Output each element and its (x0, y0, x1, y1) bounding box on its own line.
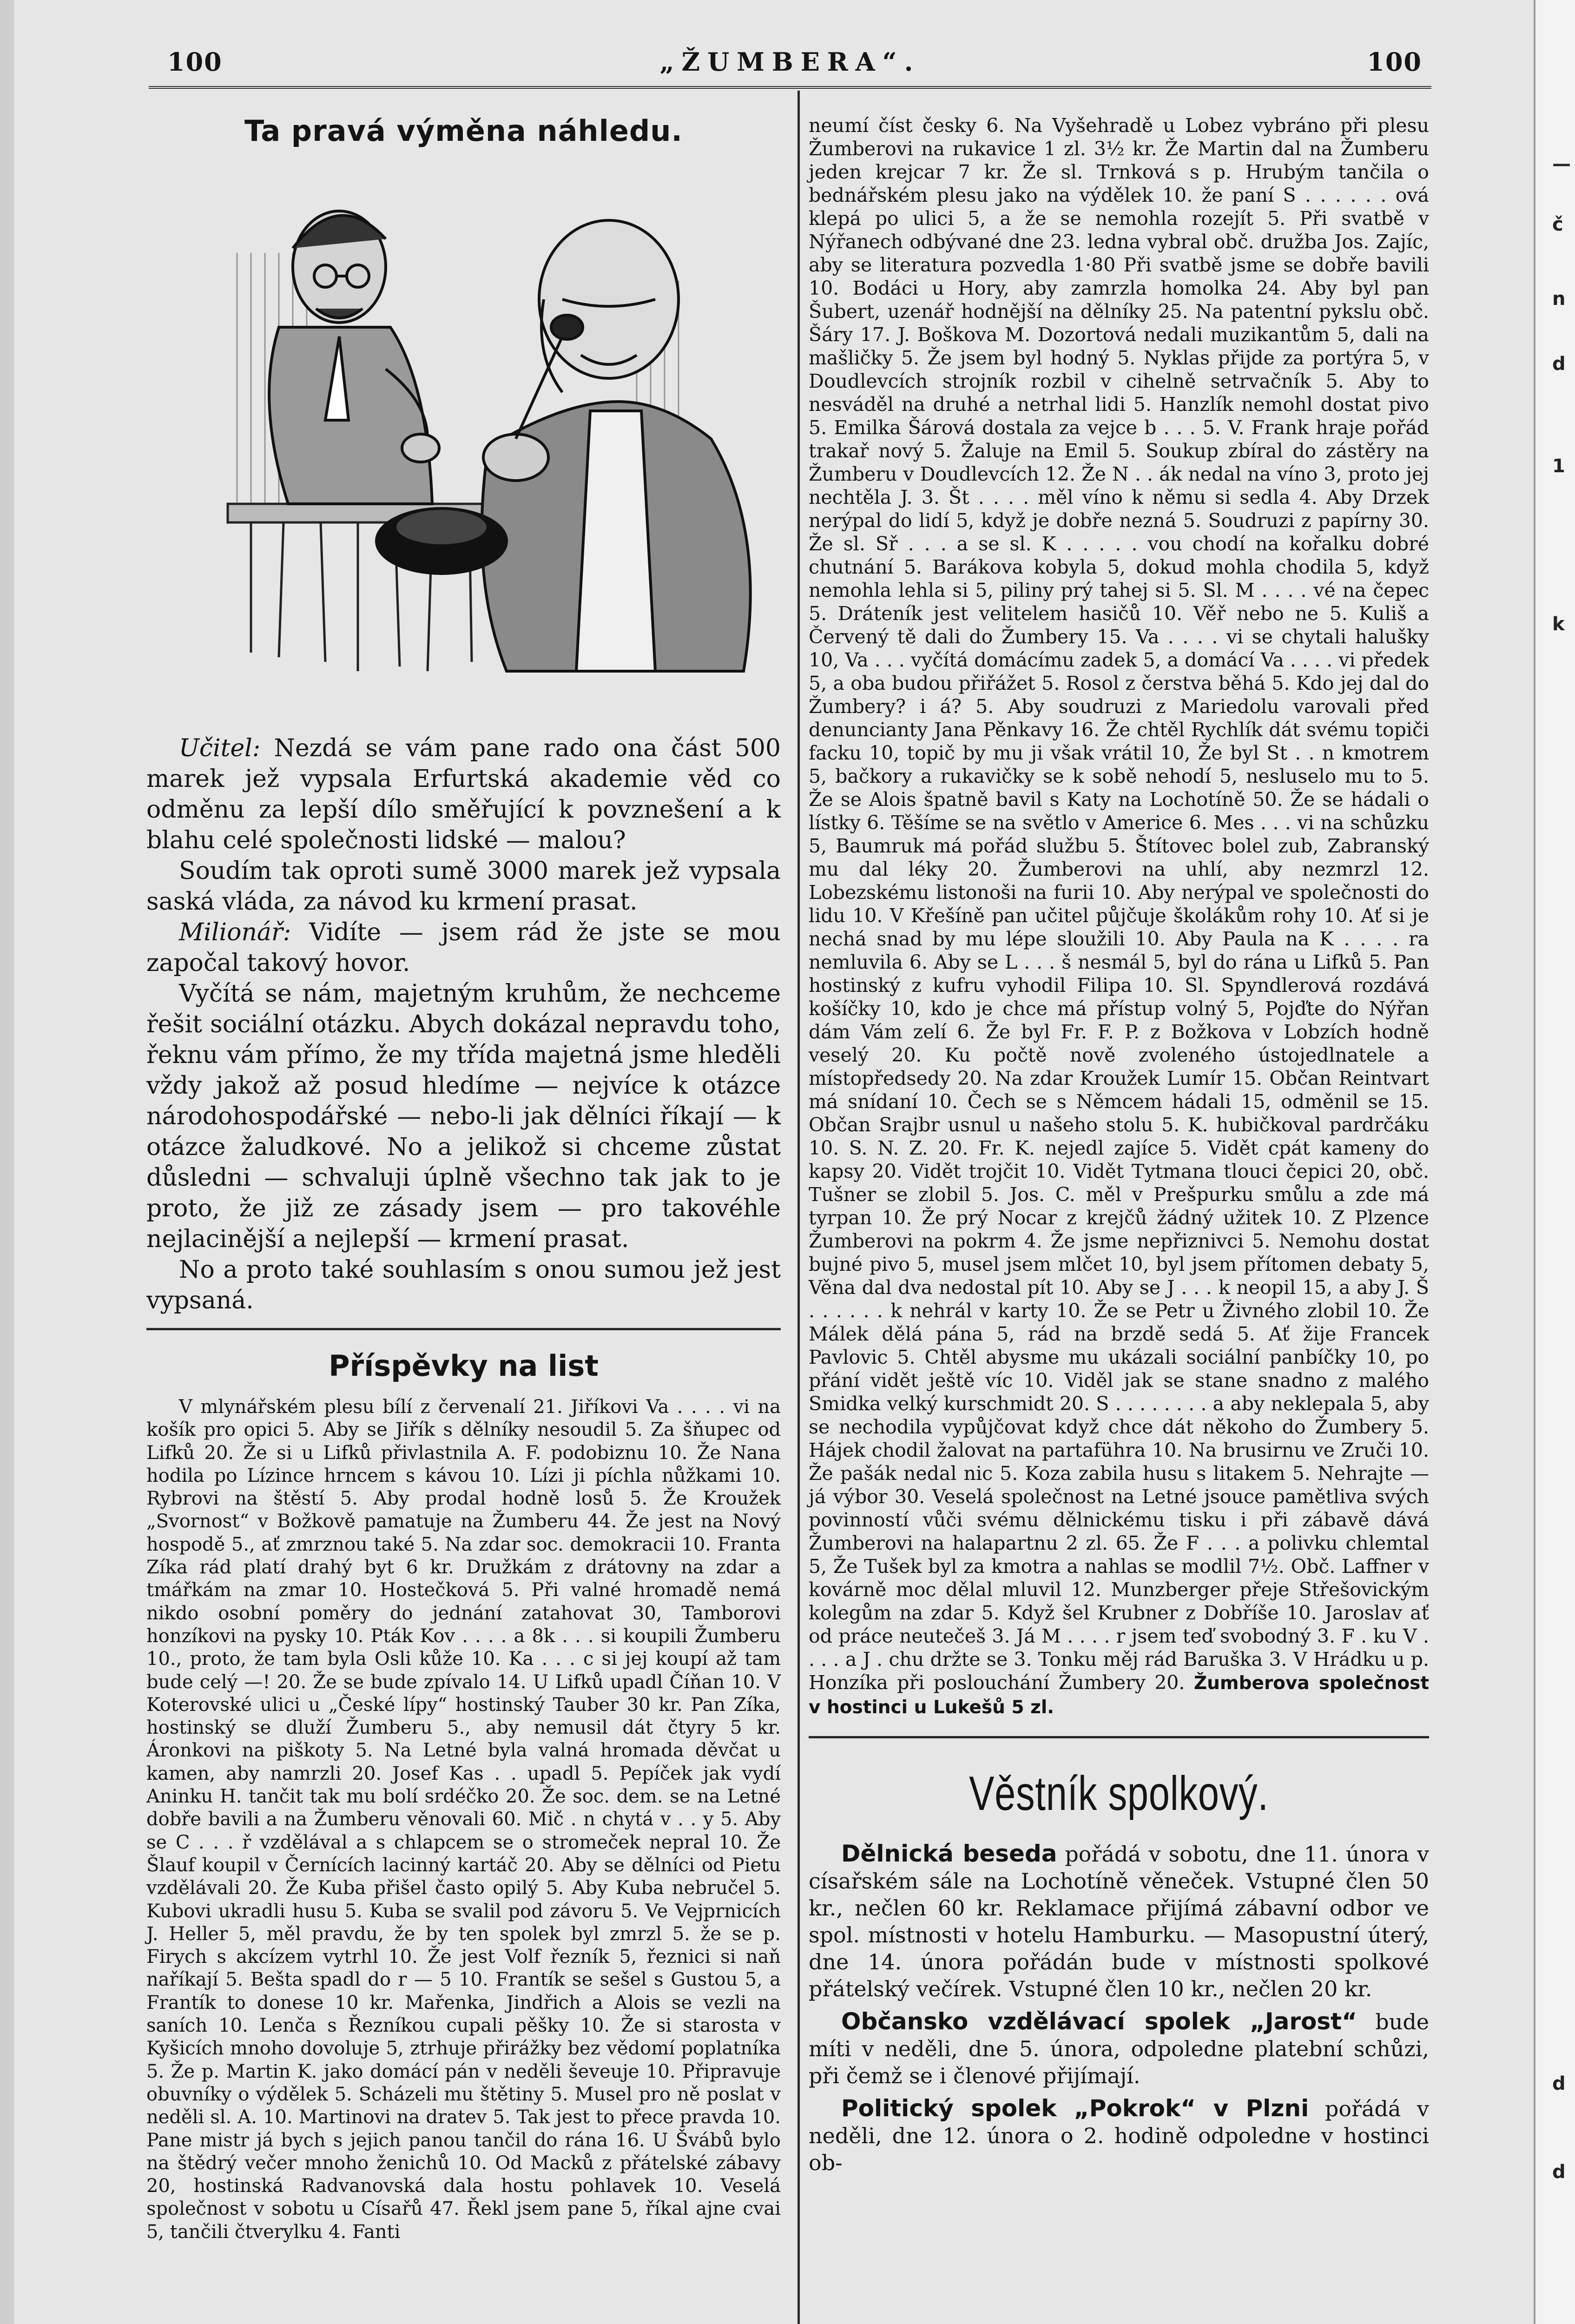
dialogue-paragraph (146, 917, 781, 978)
edge-glyph: n (1552, 288, 1566, 310)
dialogue-text: Nezdá se vám pane rado ona část 500 marek jež vypsala Erfurtská akademie věd co odměnu za lepší dílo směřující k povznešení a k blahu celé společnosti lidské — malou? (146, 734, 781, 854)
edge-glyph: d (1552, 2073, 1566, 2094)
dialogue-paragraph (146, 978, 781, 1254)
contributions-text-left: V mlynářském plesu bílí z červenalí 21. Jiříkovi Va . . . . vi na košík pro opici 5. Aby se Jiřík s dělníky nesoudil 5. Za šňupec od Lifků 20. Že si u Lifků přivlastnila A. F. podobiznu 10. Že Nana hodila po Lízince hrncem s kávou 10. Lízi ji píchla nůžkami 10. Rybrovi na štěstí 5. Aby prodal hodně losů 5. Že Kroužek „Svornost“ v Božkově pamatuje na Žumberu 44. Že jest na Nový hospodě 5., ať zmrznou také 5. Na zdar soc. demokracii 10. Franta Zíka rád platí drahý byt 6 kr. Družkám z drátovny na zdar a tmářkám na zmar 10. Hostečková 5. Při valné hromadě nemá nikdo osobní poměry do jednání zatahovat 30, Tamborovi honzíkovi na pysky 10. Pták Kov . . . . a 8k . . . si koupili Žumberu 10., proto, že tam byla Osli kůže 10. Ka . . . c si jej koupí až tam bude celý —! 20. Že se bude zpívalo 14. U Lifků upadl Číňan 10. V Koterovské ulici u „České lípy“ hostinský Tauber 30 kr. Pan Zíka, hostinský se dluží Žumberu 5., aby nemusil dát čtyry 5 kr. Áronkovi na piškoty 5. Na Letné byla valná hromada děvčat u kamen, aby namrzli 20. Josef Kas . . upadl 5. Pepíček jak vydí Aninku H. tančit tak mu bolí srdéčko 20. Že soc. dem. se na Letné dobře bavili a na Žumberu věnovali 60. Mič . n chytá v . . y 5. Aby se C . . . ř vzdělával a s chlapcem se o stromeček nepral 10. Že Šlauf koupil v Černících lacinný kartáč 20. Aby se dělníci od Pietu vzdělávali 20. Že Kuba přišel často opilý 5. Aby Kuba nebručel 5. Kubovi ukradli husu 5. Kuba se svalil pod závoru 5. Ve Vejprnicích J. Heller 5, měl pravdu, že by ten spolek byl zmrzl 5. že se p. Firych s akcízem vytrhl 10. Že jest Volf řezník 5, řeznici si naň naříkají 5. Bešta spadl do r — 5 10. Frantík se sešel s Gustou 5, a Frantík to donese 10 kr. Mařenka, Jindřich a Alois se vezli na saních 10. Lenča s Řezníkou cupali pěšky 10. Že si starosta v Kyšicích mnoho dovoluje 5, ztrhuje přirážky bez vědomí poplatníka 5. Že p. Martin K. jako domácí pán v neděli ševeuje 10. Připravuje obuvníky o výdělek 5. Scházeli mu štětiny 5. Musel pro ně poslat v neděli sl. A. 10. Martinovi na dratev 5. Tak jest to přece pravda 10. Pane mistr já bych s jejich panou tančil do rána 16. U Švábů bylo na štědrý večer mnoho ženichů 10. Od Macků z přátelské zábavy 20, hostinská Radvanovská dala hostu pohlavek 10. Veselá společnost v sobotu u Císařů 47. Řekl jsem pane 5, říkal ajne cvai 5, tančili čtverylku 4. Fanti (146, 1396, 781, 2243)
page-number-left: 100 (167, 47, 223, 77)
edge-glyph: — (1552, 153, 1571, 175)
left-column (146, 114, 781, 2244)
section-rule (809, 1736, 1429, 1738)
edge-glyph: k (1552, 614, 1565, 635)
edge-glyph: d (1552, 2161, 1566, 2183)
section-title-vestnik: Věstník spolkový. (969, 1767, 1269, 1821)
speaker-label: Učitel: (179, 734, 261, 762)
right-column (809, 114, 1429, 2182)
column-divider (797, 91, 800, 2324)
club-text: pořádá v neděli, dne 12. února o 2. hodině odpoledne v hostinci ob- (809, 2096, 1429, 2175)
page-header (149, 44, 1431, 89)
edge-glyph: d (1552, 353, 1566, 375)
club-text: pořádá v sobotu, dne 11. února v císařském sále na Lochotíně věneček. Vstupné člen 50 kr., nečlen 60 kr. Reklamace přijímá zábavní odbor ve spol. místnosti v hotelu Hamburku. — Masopustní úterý, dne 14. února pořádán bude v místnosti spolkové přátelský večírek. Vstupné člen 10 kr., nečlen 20 kr. (809, 1842, 1429, 2001)
edge-glyph: 1 (1552, 456, 1565, 477)
page-number-right: 100 (1367, 47, 1422, 77)
dialogue-text: Vidíte — jsem rád že jste se mou započal takový hovor. (146, 918, 781, 977)
contributions-bold-tail: Žumberova společnost v hostinci u Lukešů 5 zl. (809, 1673, 1429, 1718)
section-rule (146, 1328, 781, 1330)
contributions-text-right (809, 114, 1429, 1719)
club-text: bude míti v neděli, dne 5. února, odpoledne platební schůzi, při čemž se i členové přijímají. (809, 2009, 1429, 2088)
adjacent-page-edge (1534, 0, 1575, 2324)
cartoon-title: Ta pravá výměna náhledu. (244, 114, 683, 148)
scan-left-margin (0, 0, 14, 2324)
club-notice (809, 2095, 1429, 2176)
contributions-continued: neumí číst česky 6. Na Vyšehradě u Lobez vybráno při plesu Žumberovi na rukavice 1 zl. 3½ kr. Že Martin dal na Žumberu jeden krejcar 7 kr. Že sl. Trnková s p. Hrubým tančila o bednářském plesu jako na výdělek 10. že paní S . . . . . . ová klepá po ulici 5, a že se nemohla rozejít 5. Při svatbě v Nýřanech odbývané dne 23. ledna vybral obč. družba Jos. Zajíc, aby se literatura pozvedla 1·80 Při svatbě jsme se dobře bavili 10. Bodáci u Hory, aby zamrzla homolka 24. Aby byl pan Šubert, uzenář hodnější na dělníky 25. Na patentní pykslu obč. Šáry 17. J. Boškova M. Dozortová nedali muzikantům 5, dali na mašličky 5. Že jsem byl hodný 5. Nyklas přijde za portýra 5, v Doudlevcích strojník rozbil v cihelně setrvačník 5. Aby to nesváděl na druhé a netrhal lidi 5. Hanzlík nemohl dostat pivo 5. Emilka Šárová dostala za vejce b . . . 5. V. Frank hraje pořád trakař nový 5. Žaluje na Emil 5. Soukup zbíral do zástěry na Žumberu v Doudlevcích 12. Že N . . ák nedal na víno 3, proto jej nechtěla J. 3. Št . . . . měl víno k němu si sedla 4. Aby Drzek nerýpal do lidí 5, když je dobře nezná 5. Soudruzi z papírny 30. Že sl. Sř . . . a se sl. K . . . . . vou chodí na kořalku dobré chutnání 5. Barákova kobyla 5, dokud mohla chodila 5, když nemohla lehla si 5, piliny prý tahej si 5. Sl. M . . . . vé na čepec 5. Dráteník jest velitelem hasičů 10. Věř nebo ne 5. Kuliš a Červený tě dali do Žumbery 15. Va . . . . vi se chytali halušky 10, Va . . . vyčítá domácímu zadek 5, a domácí Va . . . . vi předek 5, a oba budou přiřážet 5. Rosol z čerstva běhá 5. Kdo jej dal do Žumbery? i á? 5. Aby soudruzi z Mariedolu varovali před denuncianty Jana Pěnkavy 16. Že chtěl Rychlík dát svému topiči facku 10, topič by mu ji však vrátil 10, Že byl St . . n kmotrem 5, bačkory a rukavičky se k sobě nehodí 5, nesluselo mu to 5. Že se Alois špatně bavil s Katy na Lochotíně 50. Že se hádali o lístky 6. Těšíme se na světlo v Americe 6. Mes . . . vi na schůzku 5, Baumruk má pořád službu 5. Štítovec bolel zub, Zabranský mu dal léky 20. Žumberovi na uhlí, aby nezmrzl 12. Lobezskému listonoši na furii 10. Aby nerýpal ve společnosti do lidu 10. V Křešíně pan učitel půjčuje školákům rohy 10. Ať si je nechá snad by mu lépe sloužili 10. Aby Paula na K . . . . ra nemluvila 6. Aby se L . . . š nesmál 5, byl do rána u Lifků 5. Pan hostinský z kufru vyhodil Filipa 10. Sl. Spyndlerová rozdává košíčky 10, kdo je chce má přístup volný 5, Pojďte do Nýřan dám Vám zelí 6. Že byl Fr. F. P. z Božkova v Lobzích hodně veselý 20. Ku počtě nově zvoleného ústojedlnatele a místopředsedy 20. Na zdar Kroužek Lumír 15. Občan Reintvart má snídaní 10. Čech se s Němcem hádali 15, odměnil se 15. Občan Srajbr usnul u našeho stolu 5. K. hubičkoval pardrčáku 10. S. N. Z. 20. Fr. K. nejedl zajíce 5. Vidět cpát kameny do kapsy 20. Vidět trojčit 10. Vidět Tytmana tlouci čepici 20, obč. Tušner se zlobil 5. Jos. C. měl v Prešpurku smůlu a zde má tyrpan 10. Že prý Nocar z krejčů žádný užitek 10. Z Plzence Žumberovi na pokrm 4. Že jsme nepřiznivci 5. Nemohu dostat bujné pivo 5, musel jsem mlčet 10, byl jsem přítomen debaty 5, Věna dal dva nedostal pít 10. Aby se J . . . k neopil 15, a aby J. Š . . . . . . k nehrál v karty 10. Že se Petr u Živného zlobil 10. Že Málek dělá pána 5, rád na brzdě sedá 5. Ať žije Francek Pavlovic 5. Chtěl abysme mu ukázali sociální panbíčky 10, po přání vidět ještě víc 10. Viděl jak se stane snadno z malého Smidka velký kurschmidt 20. S . . . . . . . . a aby neklepala 5, aby se nechodila vypůjčovat když chce dát někoho do Žumbery 5. Hájek chodil žalovat na partaführa 10. Na brusirnu ve Zruči 10. Že pašák nedal nic 5. Koza zabila husu s litakem 5. Nehrajte — já výbor 30. Veselá společnost na Letné jsouce pamětliva svých povinností vůči svému dělnickému tisku i při zábavě dává Žumberovi na halapartnu 2 zl. 65. Že F . . . a polivku chlemtal 5, Že Tušek byl za kmotra a nahlas se modlil 7½. Obč. Laffner v kovárně moc dělal mluvil 12. Munzberger přeje Střešovickým kolegům na zdar 5. Když šel Krubner z Dobříše 10. Jaroslav ať od práce neutečeš 3. Já M . . . . r jsem teď svobodný 3. F . ku V . . . . a J . chu držte se 3. Tonku měj rád Baruška 3. V Hrádku u p. Honzíka při poslouchání Žumbery 20. (809, 114, 1429, 1694)
club-name: Politický spolek „Pokrok“ v Plzni (841, 2095, 1309, 2122)
edge-glyph: č (1552, 214, 1563, 235)
dialogue-text: No a proto také souhlasím s onou sumou jež jest vypsaná. (146, 1256, 781, 1314)
club-name: Občansko vzdělávací spolek „Jarost“ (841, 2008, 1357, 2035)
club-notice (809, 2008, 1429, 2089)
dialogue-text: Soudím tak oproti sumě 3000 marek jež vypsala saská vláda, za návod ku krmení prasat. (146, 857, 781, 916)
speaker-label: Milionář: (179, 918, 291, 946)
masthead: „ŽUMBERA“. (659, 47, 921, 77)
cartoon-illustration (209, 160, 771, 715)
dialogue-text: Vyčítá se nám, majetným kruhům, že nechceme řešit sociální otázku. Abych dokázal nepravdu toho, řeknu vám přímo, že my třída majetná jsme hleděli vždy jakož až posud hledíme — nejvíce k otázce národohospodářské — nebo-li jak dělníci říkají — k otázce žaludkové. No a jelikož si chceme zůstat důsledni — schvaluji úplně všechno tak jak to je proto, že již ze zásady jsem — pro takovéhle nejlacinější a nejlepší — krmení prasat. (146, 980, 781, 1253)
dialogue-paragraph (146, 733, 781, 856)
section-title-contributions: Příspěvky na list (329, 1349, 599, 1383)
dialogue-paragraph (146, 1254, 781, 1316)
club-name: Dělnická beseda (841, 1840, 1057, 1867)
club-notice (809, 1840, 1429, 2002)
dialogue-paragraph (146, 856, 781, 917)
